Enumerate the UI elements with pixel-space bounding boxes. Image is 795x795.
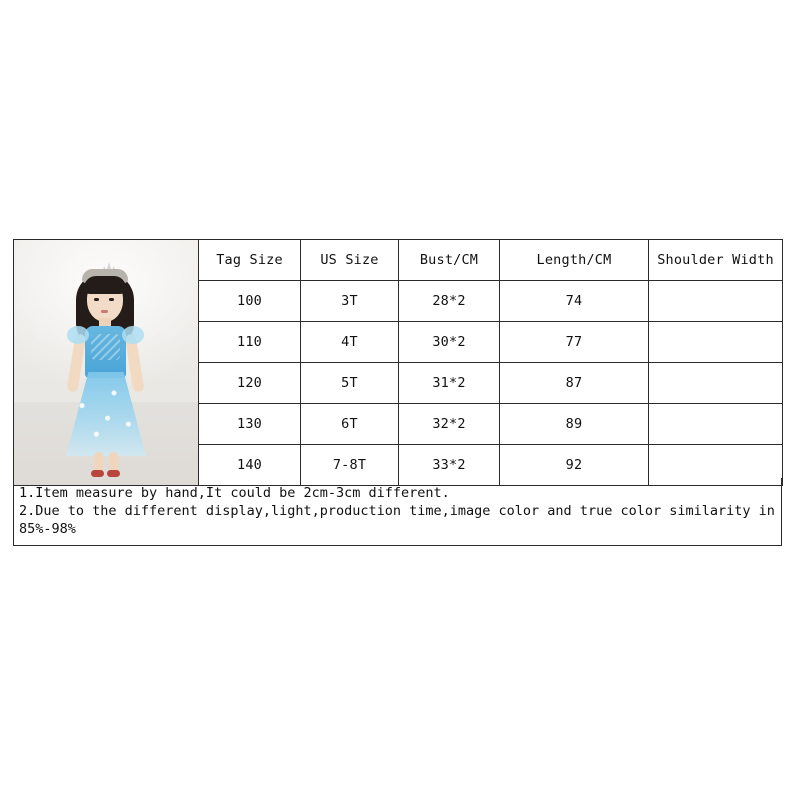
- cell-length: 89: [500, 404, 649, 445]
- cell-length: 87: [500, 363, 649, 404]
- cell-bust: 33*2: [399, 445, 500, 486]
- girl-figure: [46, 264, 166, 479]
- cell-shoulder: [649, 281, 783, 322]
- cell-us-size: 3T: [301, 281, 399, 322]
- cell-us-size: 4T: [301, 322, 399, 363]
- cell-bust: 31*2: [399, 363, 500, 404]
- cell-length: 92: [500, 445, 649, 486]
- size-table: [13, 239, 783, 486]
- cell-us-size: 7-8T: [301, 445, 399, 486]
- size-chart: [13, 239, 782, 486]
- column-header-bust: Bust/CM: [399, 240, 500, 281]
- column-header-length: Length/CM: [500, 240, 649, 281]
- product-photo: [14, 240, 198, 485]
- cell-length: 74: [500, 281, 649, 322]
- table-header-row: [14, 240, 783, 281]
- cell-bust: 32*2: [399, 404, 500, 445]
- note-line-1: 1.Item measure by hand,It could be 2cm-3cm different.: [19, 485, 450, 501]
- measurement-notes: [13, 478, 782, 546]
- cell-us-size: 6T: [301, 404, 399, 445]
- cell-tag-size: 100: [199, 281, 301, 322]
- column-header-tag-size: Tag Size: [199, 240, 301, 281]
- cell-tag-size: 140: [199, 445, 301, 486]
- cell-us-size: 5T: [301, 363, 399, 404]
- product-photo-cell: [14, 240, 199, 486]
- cell-tag-size: 130: [199, 404, 301, 445]
- cell-bust: 28*2: [399, 281, 500, 322]
- note-line-2: 2.Due to the different display,light,production time,image color and true color similarity in 85%-98%: [19, 503, 775, 537]
- cell-shoulder: [649, 322, 783, 363]
- cell-bust: 30*2: [399, 322, 500, 363]
- cell-shoulder: [649, 404, 783, 445]
- cell-shoulder: [649, 363, 783, 404]
- cell-tag-size: 120: [199, 363, 301, 404]
- cell-tag-size: 110: [199, 322, 301, 363]
- column-header-us-size: US Size: [301, 240, 399, 281]
- cell-length: 77: [500, 322, 649, 363]
- column-header-shoulder-width: Shoulder Width: [649, 240, 783, 281]
